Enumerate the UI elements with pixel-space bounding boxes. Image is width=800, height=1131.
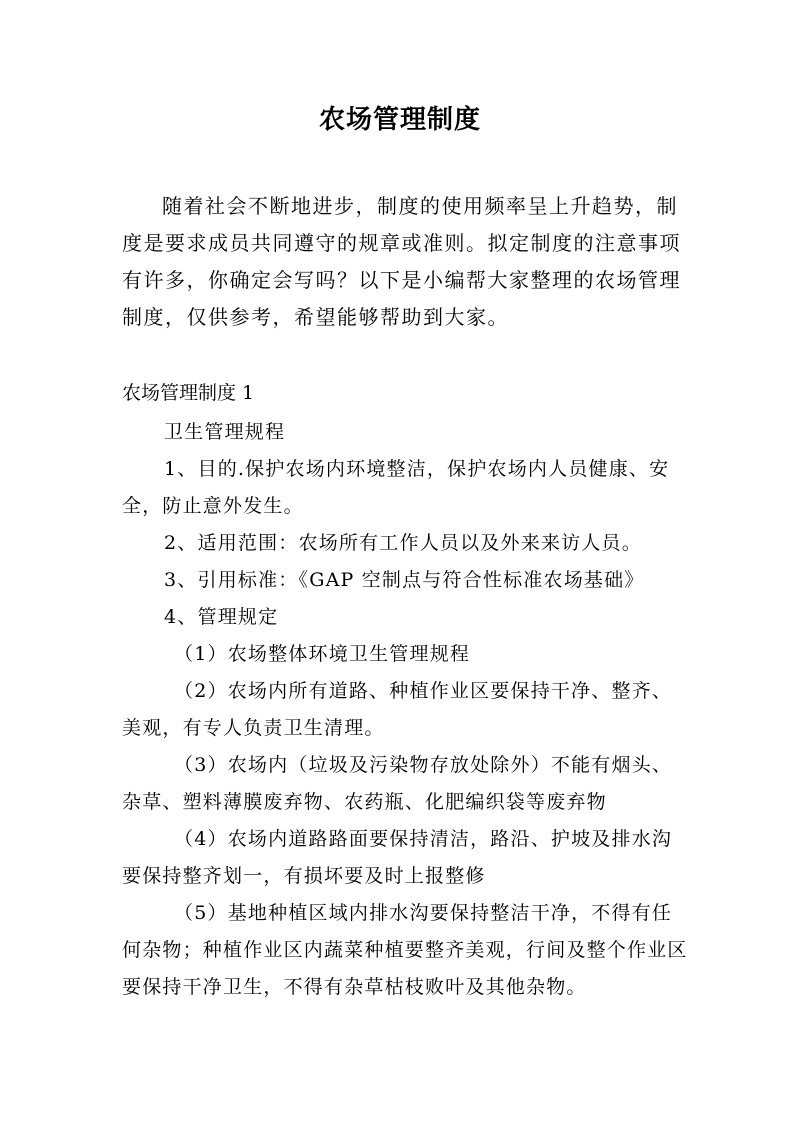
rule-item-4: （4）农场内道路路面要保持清洁，路沿、护坡及排水沟要保持整齐划一，有损坏要及时上报整修 bbox=[122, 828, 673, 887]
paragraph-scope: 2、适用范围：农场所有工作人员以及外来来访人员。 bbox=[164, 532, 642, 554]
section-heading: 农场管理制度 1 bbox=[122, 382, 255, 404]
intro-paragraph: 随着社会不断地进步，制度的使用频率呈上升趋势，制度是要求成员共同遵守的规章或准则。拟定制度的注意事项有许多，你确定会写吗？以下是小编帮大家整理的农场管理制度，仅供参考，希望能够帮助到大家。 bbox=[122, 194, 681, 329]
paragraph-rules-heading: 4、管理规定 bbox=[164, 606, 279, 628]
paragraph-reference: 3、引用标准：《GAP 空制点与符合性标准农场基础》 bbox=[164, 569, 645, 591]
document-title: 农场管理制度 bbox=[318, 105, 481, 135]
rule-item-1: （1）农场整体环境卫生管理规程 bbox=[174, 643, 471, 665]
paragraph-purpose: 1、目的.保护农场内环境整洁，保护农场内人员健康、安全，防止意外发生。 bbox=[122, 458, 670, 517]
document-body bbox=[122, 414, 688, 1006]
rule-item-5: （5）基地种植区域内排水沟要保持整洁干净，不得有任何杂物；种植作业区内蔬菜种植要整齐美观，行间及整个作业区要保持干净卫生，不得有杂草枯枝败叶及其他杂物。 bbox=[122, 902, 688, 998]
subsection-title: 卫生管理规程 bbox=[164, 421, 286, 443]
rule-item-3: （3）农场内（垃圾及污染物存放处除外）不能有烟头、杂草、塑料薄膜废弃物、农药瓶、化肥编织袋等废弃物 bbox=[122, 754, 673, 813]
rule-item-2: （2）农场内所有道路、种植作业区要保持干净、整齐、美观，有专人负责卫生清理。 bbox=[122, 680, 673, 739]
